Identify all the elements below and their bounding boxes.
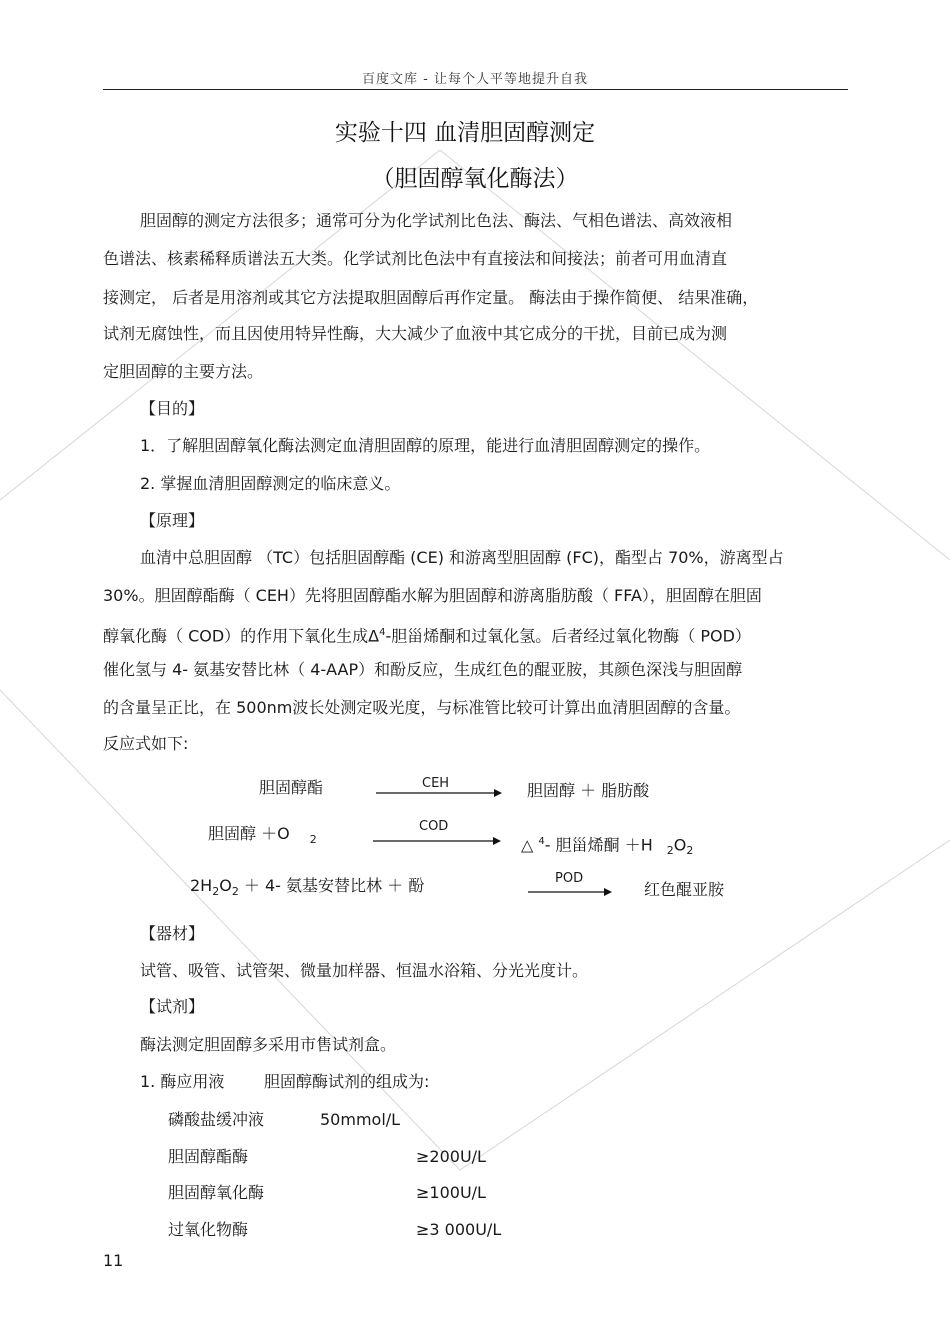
reagent-row-value: ≥3 000U/L [416,1220,502,1239]
reagent-row-value: 50mmol/L [320,1110,401,1129]
reaction-2-reactant: 胆固醇 ＋O $_2$ [208,824,317,846]
reagent-row-name: 胆固醇酯酶 [168,1147,249,1166]
reaction-3-reactants: $2H_2O_2 + 4-$ 氨基安替比林 ＋ 酚 [190,876,425,898]
intro-line-3: 接测定， 后者是用溶剂或其它方法提取胆固醇后再作定量。 酶法由于操作简便、 结果准确， [103,288,759,307]
reagent-item-1-label: 1. 酶应用液 [140,1072,225,1091]
principle-line-6: 反应式如下: [103,734,189,753]
reaction-2-arrow [373,834,501,848]
reaction-1-product: 胆固醇 ＋ 脂肪酸 [527,781,650,800]
equipment-heading: 【器材】 [140,924,205,943]
purpose-heading: 【目的】 [140,399,205,418]
reagents-intro: 酶法测定胆固醇多采用市售试剂盒。 [140,1035,397,1054]
reaction-3-enzyme: POD [555,871,584,886]
principle-line-2: 30%。胆固醇酯酶（ CEH）先将胆固醇酯水解为胆固醇和游离脂肪酸（ FFA），胆固醇在胆固 [103,586,762,605]
reaction-2-enzyme: COD [419,819,449,834]
purpose-item-2: 2. 掌握血清胆固醇测定的临床意义。 [140,474,401,493]
equipment-text: 试管、吸管、试管架、微量加样器、恒温水浴箱、分光光度计。 [140,961,589,980]
page-header: 百度文库 - 让每个人平等地提升自我 [362,72,588,87]
intro-line-1: 胆固醇的测定方法很多；通常可分为化学试剂比色法、酶法、气相色谱法、高效液相 [140,211,733,230]
document-title: 实验十四 血清胆固醇测定 [334,120,596,146]
reagent-row-value: ≥100U/L [416,1183,486,1202]
reagent-row-name: 胆固醇氧化酶 [168,1183,265,1202]
page-number: 11 [103,1251,124,1270]
reaction-3-arrow [528,885,612,899]
principle-line-4: 催化氢与 4- 氨基安替比林（ 4-AAP）和酚反应，生成红色的醌亚胺，其颜色深浅与胆固醇 [103,660,743,679]
intro-line-4: 试剂无腐蚀性，而且因使用特异性酶，大大减少了血液中其它成分的干扰，目前已成为测 [103,324,728,343]
reagents-heading: 【试剂】 [140,997,205,1016]
intro-line-2: 色谱法、核素稀释质谱法五大类。化学试剂比色法中有直接法和间接法；前者可用血清直 [103,249,728,268]
reagent-row-name: 磷酸盐缓冲液 [168,1110,265,1129]
document-subtitle: （胆固醇氧化酶法） [371,166,579,192]
reagent-item-1-desc: 胆固醇酶试剂的组成为: [264,1072,430,1091]
principle-line-3: 醇氧化酶（ COD）的作用下氧化生成$\Delta^4-$胆甾烯酮和过氧化氢。后者经过氧化物酶（ POD） [103,626,751,646]
reaction-2-product: △ $^4$- 胆甾烯酮 ＋H $_2O_2$ [521,835,694,858]
purpose-item-1: 1．了解胆固醇氧化酶法测定血清胆固醇的原理，能进行血清胆固醇测定的操作。 [140,436,711,455]
reaction-1-arrow [376,786,502,800]
principle-line-1: 血清中总胆固醇 （TC）包括胆固醇酯 (CE) 和游离型胆固醇 (FC)，酯型占 70%，游离型占 [140,548,784,567]
principle-heading: 【原理】 [140,511,205,530]
header-rule [103,89,848,90]
reagent-row-name: 过氧化物酶 [168,1220,249,1239]
reaction-3-product: 红色醌亚胺 [644,880,725,899]
reaction-1-enzyme: CEH [422,776,450,791]
principle-line-5: 的含量呈正比，在 500nm波长处测定吸光度，与标准管比较可计算出血清胆固醇的含量。 [103,698,741,717]
intro-line-5: 定胆固醇的主要方法。 [103,362,264,381]
reaction-1-reactant: 胆固醇酯 [259,778,324,797]
reagent-row-value: ≥200U/L [416,1147,486,1166]
